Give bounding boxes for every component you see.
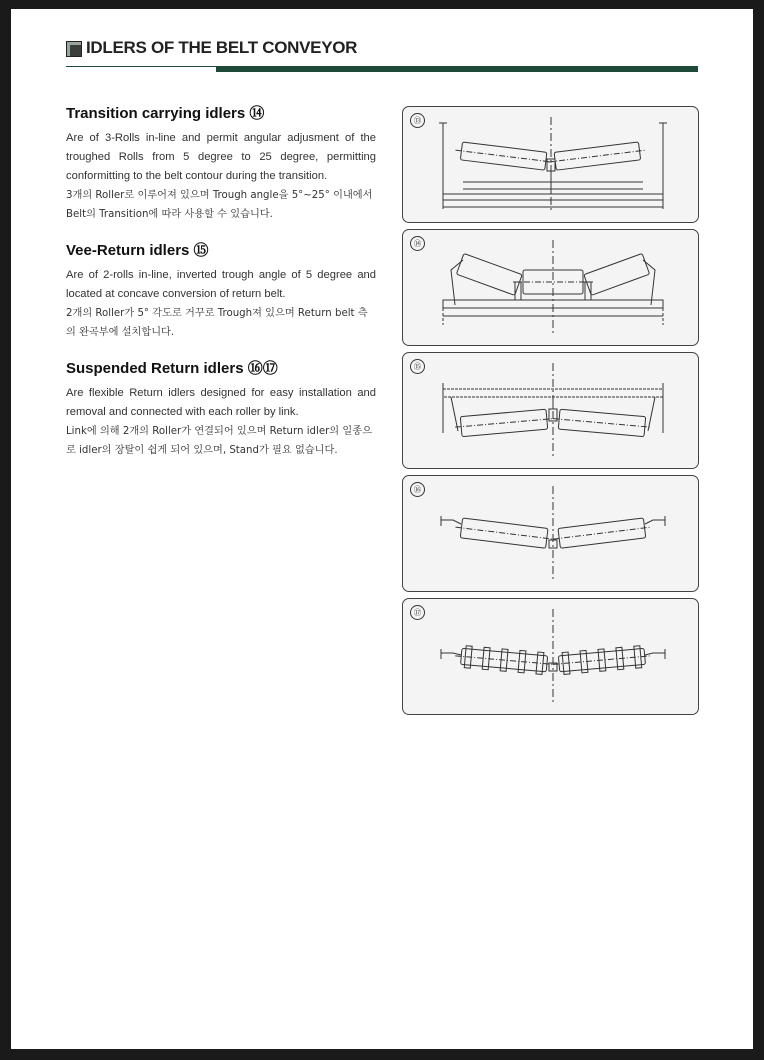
section-text-ko: Link에 의해 2개의 Roller가 연결되어 있으며 Return idler의 일종으로 idler의 장탈이 쉽게 되어 있으며, Stand가 필요 없습니다. [66,426,372,456]
figure-number: ⑮ [410,359,425,374]
page-title: IDLERS OF THE BELT CONVEYOR [86,38,358,57]
section-suspended-return-idlers [66,360,376,460]
figure-14 [402,229,699,346]
header-square-icon [66,41,82,57]
document-page [11,9,753,1049]
figure-number: ⑰ [410,605,425,620]
section-text-ko: 3개의 Roller로 이루어져 있으며 Trough angle을 5°~25° 이내에서 Belt의 Transition에 따라 사용할 수 있습니다. [66,190,373,220]
section-text-en: Are of 3-Rolls in-line and permit angular adjusment of the troughed Rolls from 5 degree to 25 degree, permitting conformitting to the belt contour during the transition. [66,132,376,182]
section-title: Transition carrying idlers ⑭ [66,105,265,122]
section-text-en: Are flexible Return idlers designed for easy installation and removal and connected with each roller by link. [66,387,376,418]
suspended-garland-idler-drawing-icon [403,599,698,714]
text-column [66,105,376,478]
section-title: Vee-Return idlers ⑮ [66,242,209,259]
page-header [66,39,698,79]
section-text-en: Are of 2-rolls in-line, inverted trough angle of 5 degree and located at concave conversion of return belt. [66,269,376,300]
figure-number: ⑯ [410,482,425,497]
section-vee-return-idlers [66,242,376,342]
section-title: Suspended Return idlers ⑯⑰ [66,360,278,377]
figure-number: ⑬ [410,113,425,128]
suspended-return-idler-drawing-icon [403,476,698,591]
section-transition-idlers [66,105,376,224]
figure-13 [402,106,699,223]
section-text-ko: 2개의 Roller가 5° 각도로 거꾸로 Trough져 있으며 Return belt 측의 완곡부에 설치합니다. [66,308,368,338]
figure-16 [402,475,699,592]
vee-return-idler-drawing-icon [403,353,698,468]
transition-idler-25deg-drawing-icon [403,230,698,345]
figure-15 [402,352,699,469]
header-rule-bar [216,67,698,72]
figure-17 [402,598,699,715]
figure-number: ⑭ [410,236,425,251]
transition-idler-5deg-drawing-icon [403,107,698,222]
